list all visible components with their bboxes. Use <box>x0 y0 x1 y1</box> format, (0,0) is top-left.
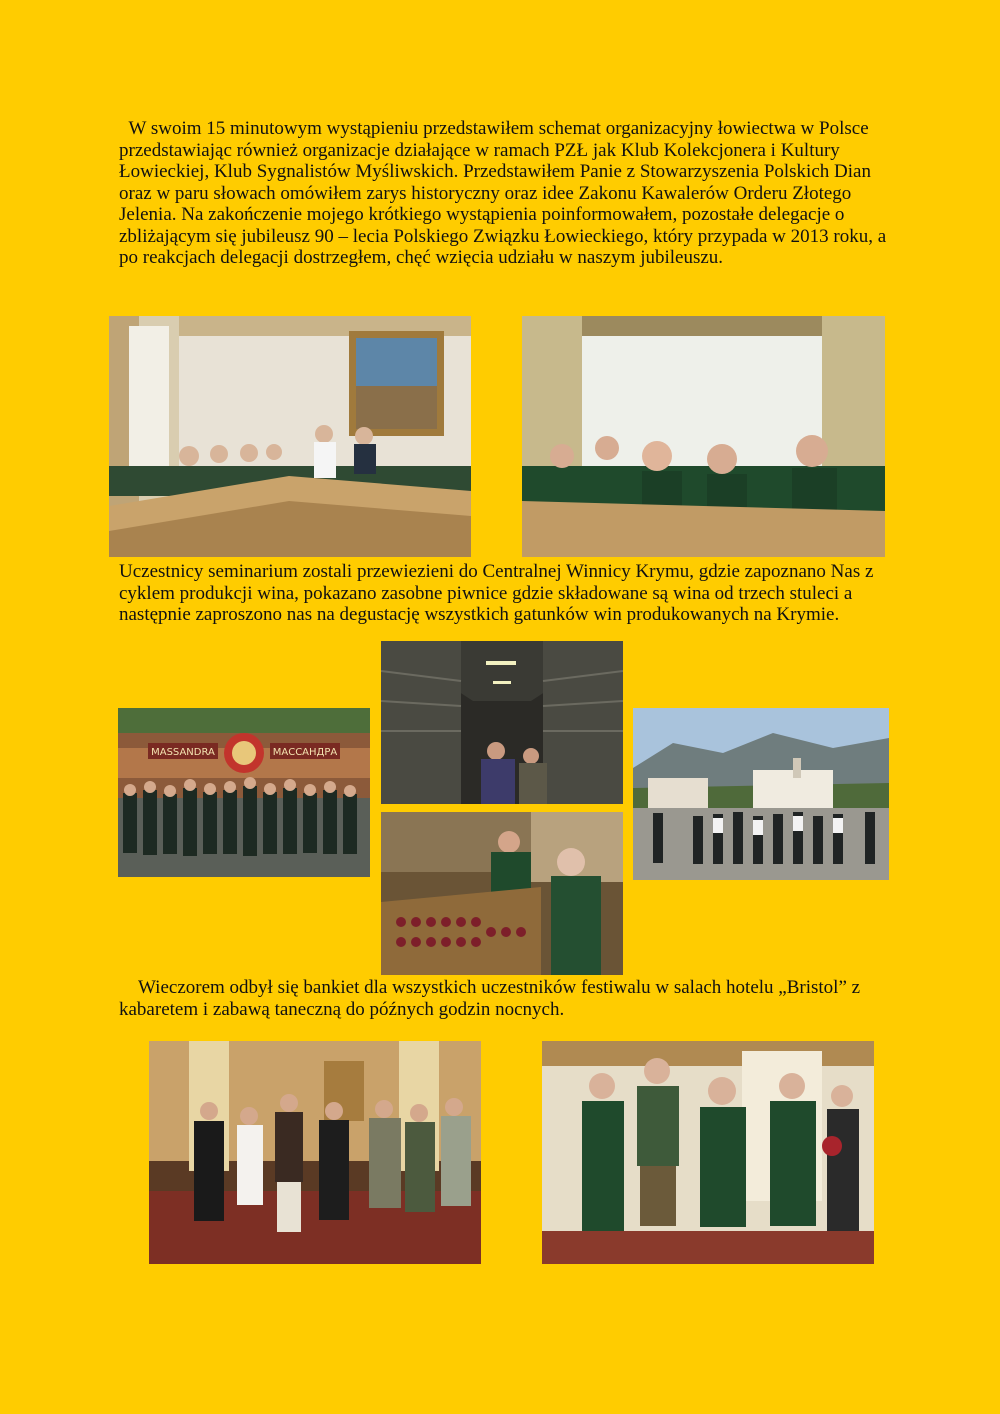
photo-banquet-horns <box>149 1041 481 1264</box>
sign-text-right: МАССАНДРА <box>272 747 338 758</box>
sign-text-left: MASSANDRA <box>151 747 215 758</box>
photo-wine-tasting <box>381 812 623 975</box>
photo-massandra-group <box>118 708 370 877</box>
banquet-paragraph: Wieczorem odbył się bankiet dla wszystkich uczestników festiwalu w salach hotelu „Bristol” z kabaretem i zabawą taneczną do późnych godzin nocnych. <box>119 977 865 1020</box>
winery-paragraph: Uczestnicy seminarium zostali przewiezieni do Centralnej Winnicy Krymu, gdzie zapoznano Nas z cyklem produkcji wina, pokazano zasobne piwnice gdzie składowane są wina od trzech stuleci a następnie zaproszono nas na degustację wszystkich gatunków win produkowanych na Krymie. <box>119 561 874 625</box>
photo-banquet-performance <box>542 1041 874 1264</box>
photo-delegates-table <box>522 316 885 557</box>
photo-conference-hall <box>109 316 471 557</box>
photo-wine-cellar <box>381 641 623 804</box>
photo-winery-courtyard <box>633 708 889 880</box>
intro-paragraph: W swoim 15 minutowym wystąpieniu przedstawiłem schemat organizacyjny łowiectwa w Polsce przedstawiając również organizacje działające w ramach PZŁ jak Klub Kolekcjonera i Kultury Łowieckiej, Klub Sygnalistów Myśliwskich. Przedstawiłem Panie z Stowarzyszenia Polskich Dian oraz w paru słowach omówiłem zarys historyczny oraz idee Zakonu Kawalerów Orderu Złotego Jelenia. Na zakończenie mojego krótkiego wystąpienia poinformowałem, pozostałe delegacje o zbliżającym się jubileusz 90 – lecia Polskiego Związku Łowieckiego, który przypada w 2013 roku, a po reakcjach delegacji dostrzegłem, chęć wzięcia udziału w naszym jubileuszu. <box>119 118 891 268</box>
